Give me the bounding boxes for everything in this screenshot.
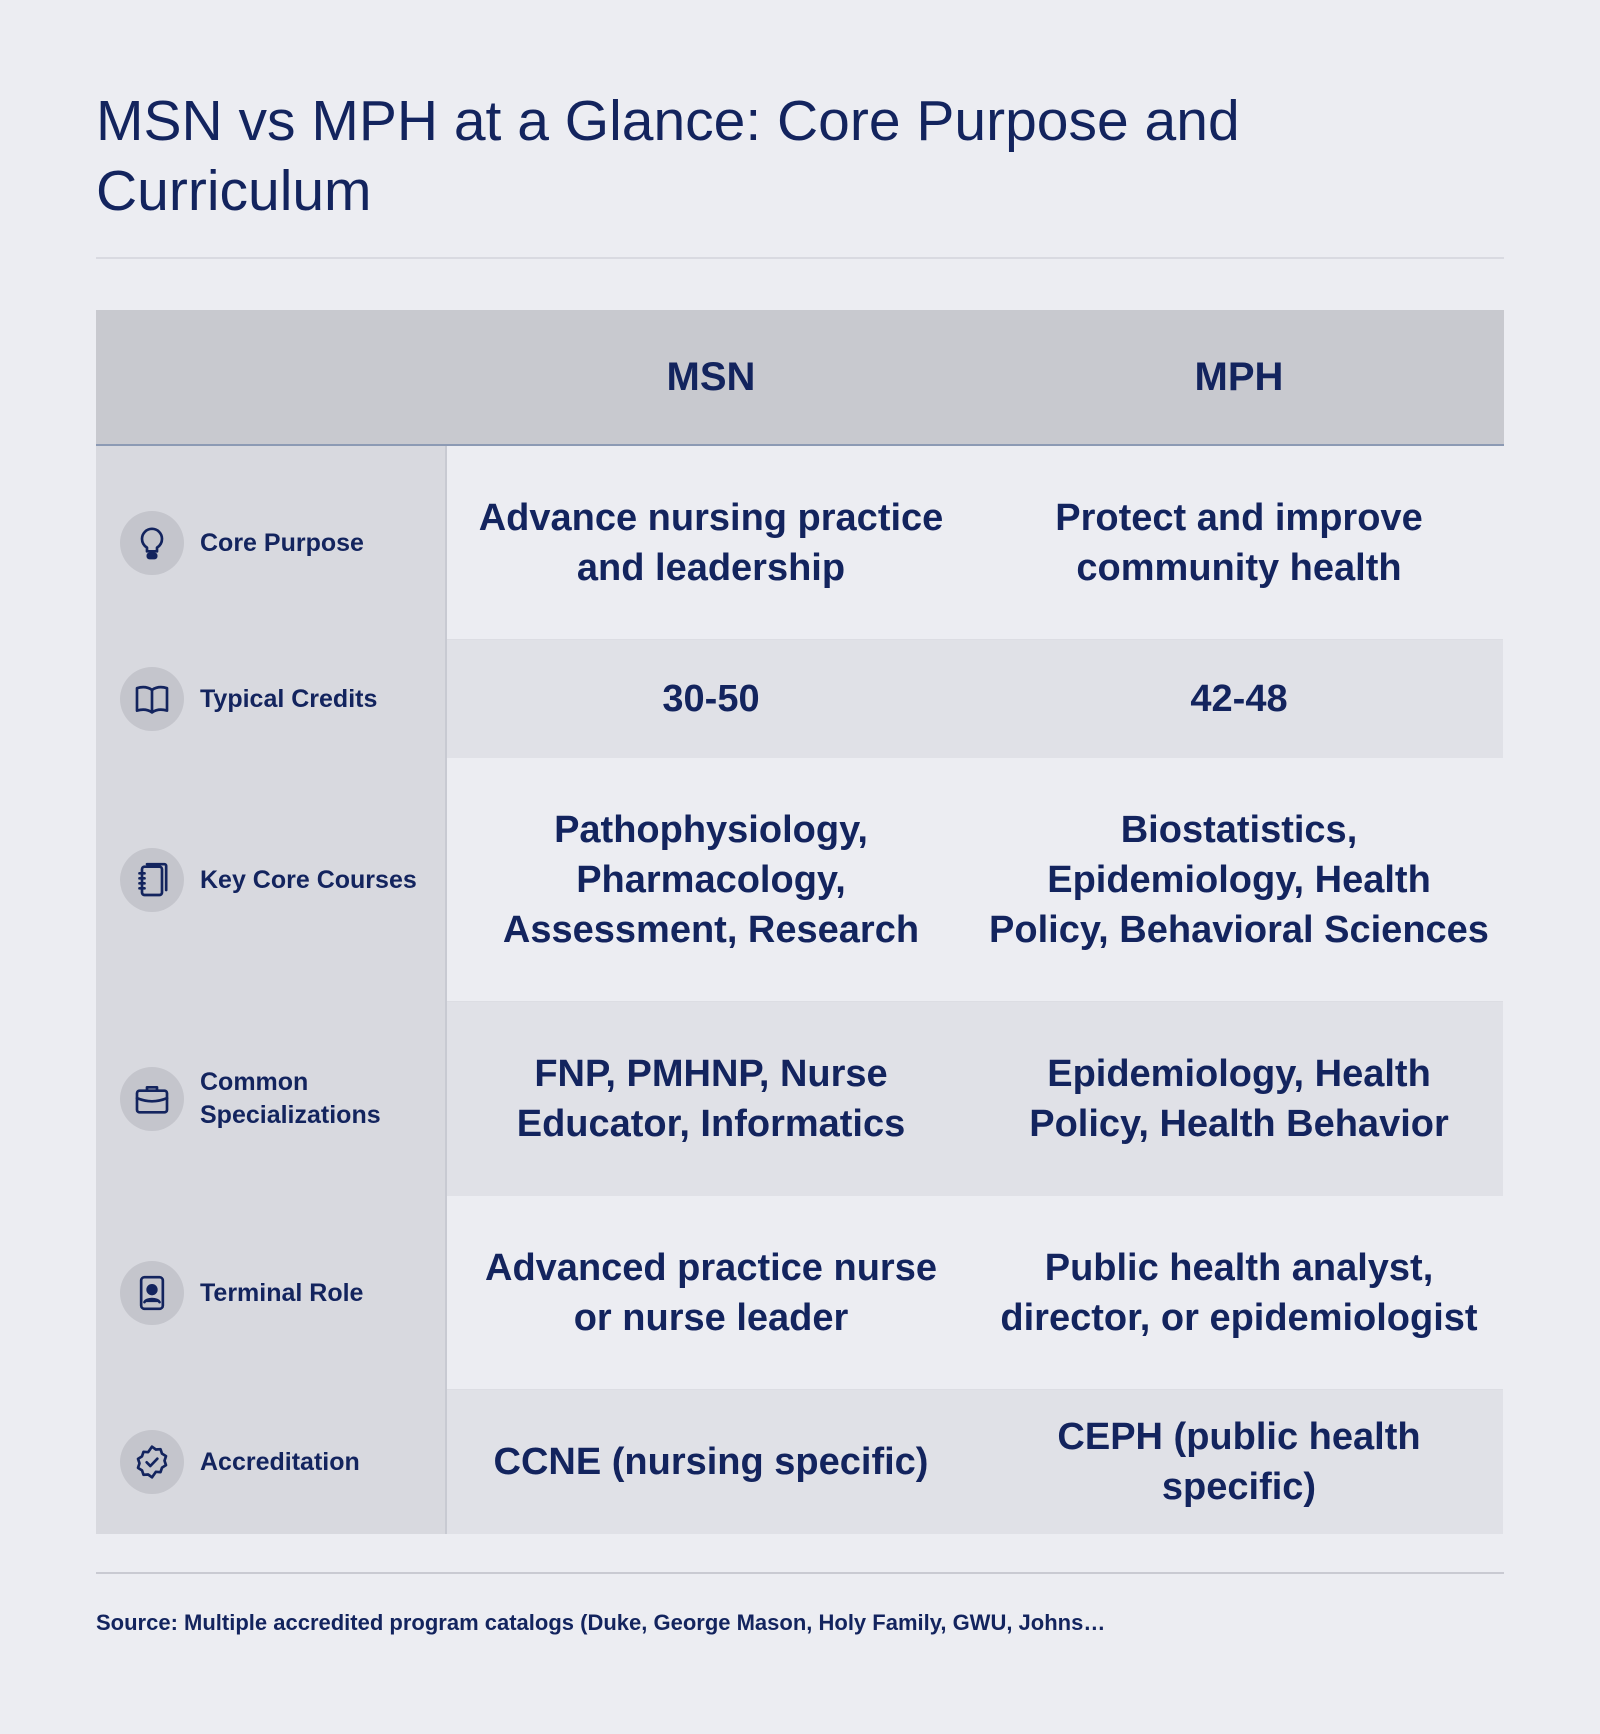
row-label-cell	[96, 640, 447, 758]
table-row	[96, 1002, 1504, 1196]
header-stub	[96, 310, 447, 444]
briefcase-icon	[132, 1079, 172, 1119]
table-row	[96, 1196, 1504, 1390]
row-label: Accreditation	[200, 1447, 360, 1476]
verified-badge-icon	[132, 1442, 172, 1482]
book-icon	[132, 679, 172, 719]
mph-cell: Public health analyst, director, or epidemiologist	[975, 1196, 1503, 1390]
footer-divider	[96, 1572, 1504, 1574]
msn-cell: Pathophysiology, Pharmacology, Assessment, Research	[447, 758, 975, 1002]
table-row	[96, 1390, 1504, 1534]
mph-cell: Epidemiology, Health Policy, Health Behavior	[975, 1002, 1503, 1196]
msn-cell: CCNE (nursing specific)	[447, 1390, 975, 1534]
lightbulb-icon	[132, 523, 172, 563]
row-label: Common Specializations	[200, 1068, 381, 1129]
column-header-mph: MPH	[1194, 354, 1284, 399]
icon-badge	[120, 667, 184, 731]
mph-cell: CEPH (public health specific)	[975, 1390, 1503, 1534]
icon-badge	[120, 848, 184, 912]
row-label-cell	[96, 446, 447, 640]
table-row	[96, 446, 1504, 640]
mph-cell: Biostatistics, Epidemiology, Health Policy, Behavioral Sciences	[975, 758, 1503, 1002]
page-title: MSN vs MPH at a Glance: Core Purpose and Curriculum	[96, 89, 1240, 223]
row-label-cell	[96, 1196, 447, 1390]
comparison-table	[96, 310, 1504, 1534]
row-label: Core Purpose	[200, 528, 364, 557]
row-label: Typical Credits	[200, 684, 378, 713]
icon-badge	[120, 511, 184, 575]
icon-badge	[120, 1067, 184, 1131]
msn-cell: Advance nursing practice and leadership	[447, 446, 975, 640]
notebook-icon	[132, 860, 172, 900]
icon-badge	[120, 1430, 184, 1494]
icon-badge	[120, 1261, 184, 1325]
table-row	[96, 640, 1504, 758]
msn-cell: 30-50	[447, 640, 975, 758]
row-label: Terminal Role	[200, 1278, 364, 1307]
mph-cell: Protect and improve community health	[975, 446, 1503, 640]
source-note: Source: Multiple accredited program catalogs (Duke, George Mason, Holy Family, GWU, Johns…	[96, 1610, 1106, 1635]
column-header-msn: MSN	[666, 354, 756, 399]
table-header	[96, 310, 1504, 446]
id-badge-icon	[132, 1273, 172, 1313]
title-divider	[96, 257, 1504, 259]
row-label: Key Core Courses	[200, 865, 417, 894]
row-label-cell	[96, 1002, 447, 1196]
msn-cell: FNP, PMHNP, Nurse Educator, Informatics	[447, 1002, 975, 1196]
msn-cell: Advanced practice nurse or nurse leader	[447, 1196, 975, 1390]
row-label-cell	[96, 758, 447, 1002]
row-label-cell	[96, 1390, 447, 1534]
table-row	[96, 758, 1504, 1002]
mph-cell: 42-48	[975, 640, 1503, 758]
